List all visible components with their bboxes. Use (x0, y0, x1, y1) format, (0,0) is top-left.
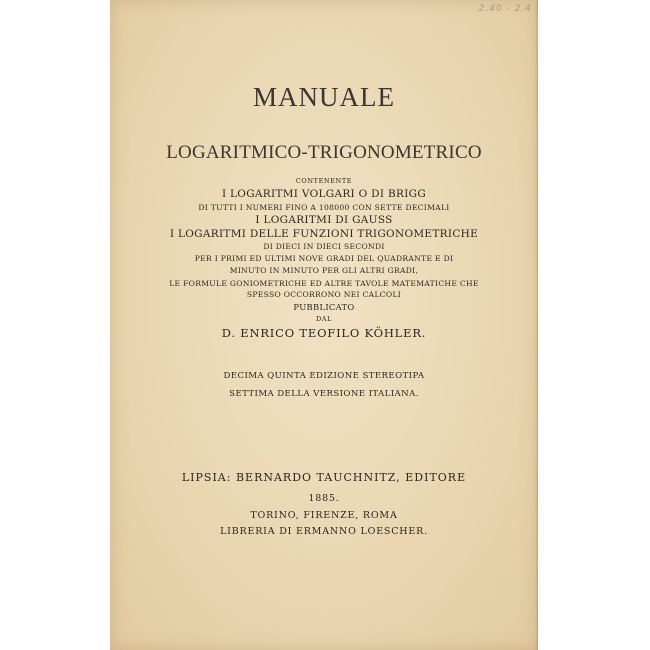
book-title: MANUALE (253, 82, 395, 112)
contents-line-3: I LOGARITMI DI GAUSS (255, 214, 393, 226)
publisher-line: LIPSIA: BERNARDO TAUCHNITZ, EDITORE (181, 471, 467, 484)
publication-year: 1885. (308, 493, 340, 504)
contents-line-6: PER I PRIMI ED ULTIMI NOVE GRADI DEL QUADRANTE E DI (194, 254, 454, 263)
contents-line-4: I LOGARITMI DELLE FUNZIONI TRIGONOMETRICHE (169, 228, 479, 240)
contents-line-7: MINUTO IN MINUTO PER GLI ALTRI GRADI, (229, 266, 419, 275)
published-label: PUBBLICATO (293, 302, 355, 312)
author-name: D. ENRICO TEOFILO KÖHLER. (221, 326, 427, 340)
edition-line-2: SETTIMA DELLA VERSIONE ITALIANA. (229, 389, 419, 399)
contents-intro: CONTENENTE (295, 177, 353, 185)
publication-cities: TORINO, FIRENZE, ROMA (250, 510, 398, 521)
contents-line-2: DI TUTTI I NUMERI FINO A 108000 CON SETTE DECIMALI (198, 203, 450, 212)
contents-line-8: LE FORMULE GONIOMETRICHE ED ALTRE TAVOLE MATEMATICHE CHE (169, 279, 479, 288)
pencil-annotation: 2.40 - 2.4 (478, 4, 532, 14)
bookseller-line: LIBRERIA DI ERMANNO LOESCHER. (220, 526, 428, 537)
edition-line-1: DECIMA QUINTA EDIZIONE STEREOTIPA (223, 371, 425, 381)
contents-line-9: SPESSO OCCORRONO NEI CALCOLI (246, 290, 402, 299)
book-subtitle: LOGARITMICO-TRIGONOMETRICO (166, 142, 482, 163)
title-page (110, 0, 538, 650)
by-label: DAL (315, 315, 333, 323)
contents-line-5: DI DIECI IN DIECI SECONDI (263, 242, 385, 251)
contents-line-1: I LOGARITMI VOLGARI O DI BRIGG (221, 188, 427, 200)
